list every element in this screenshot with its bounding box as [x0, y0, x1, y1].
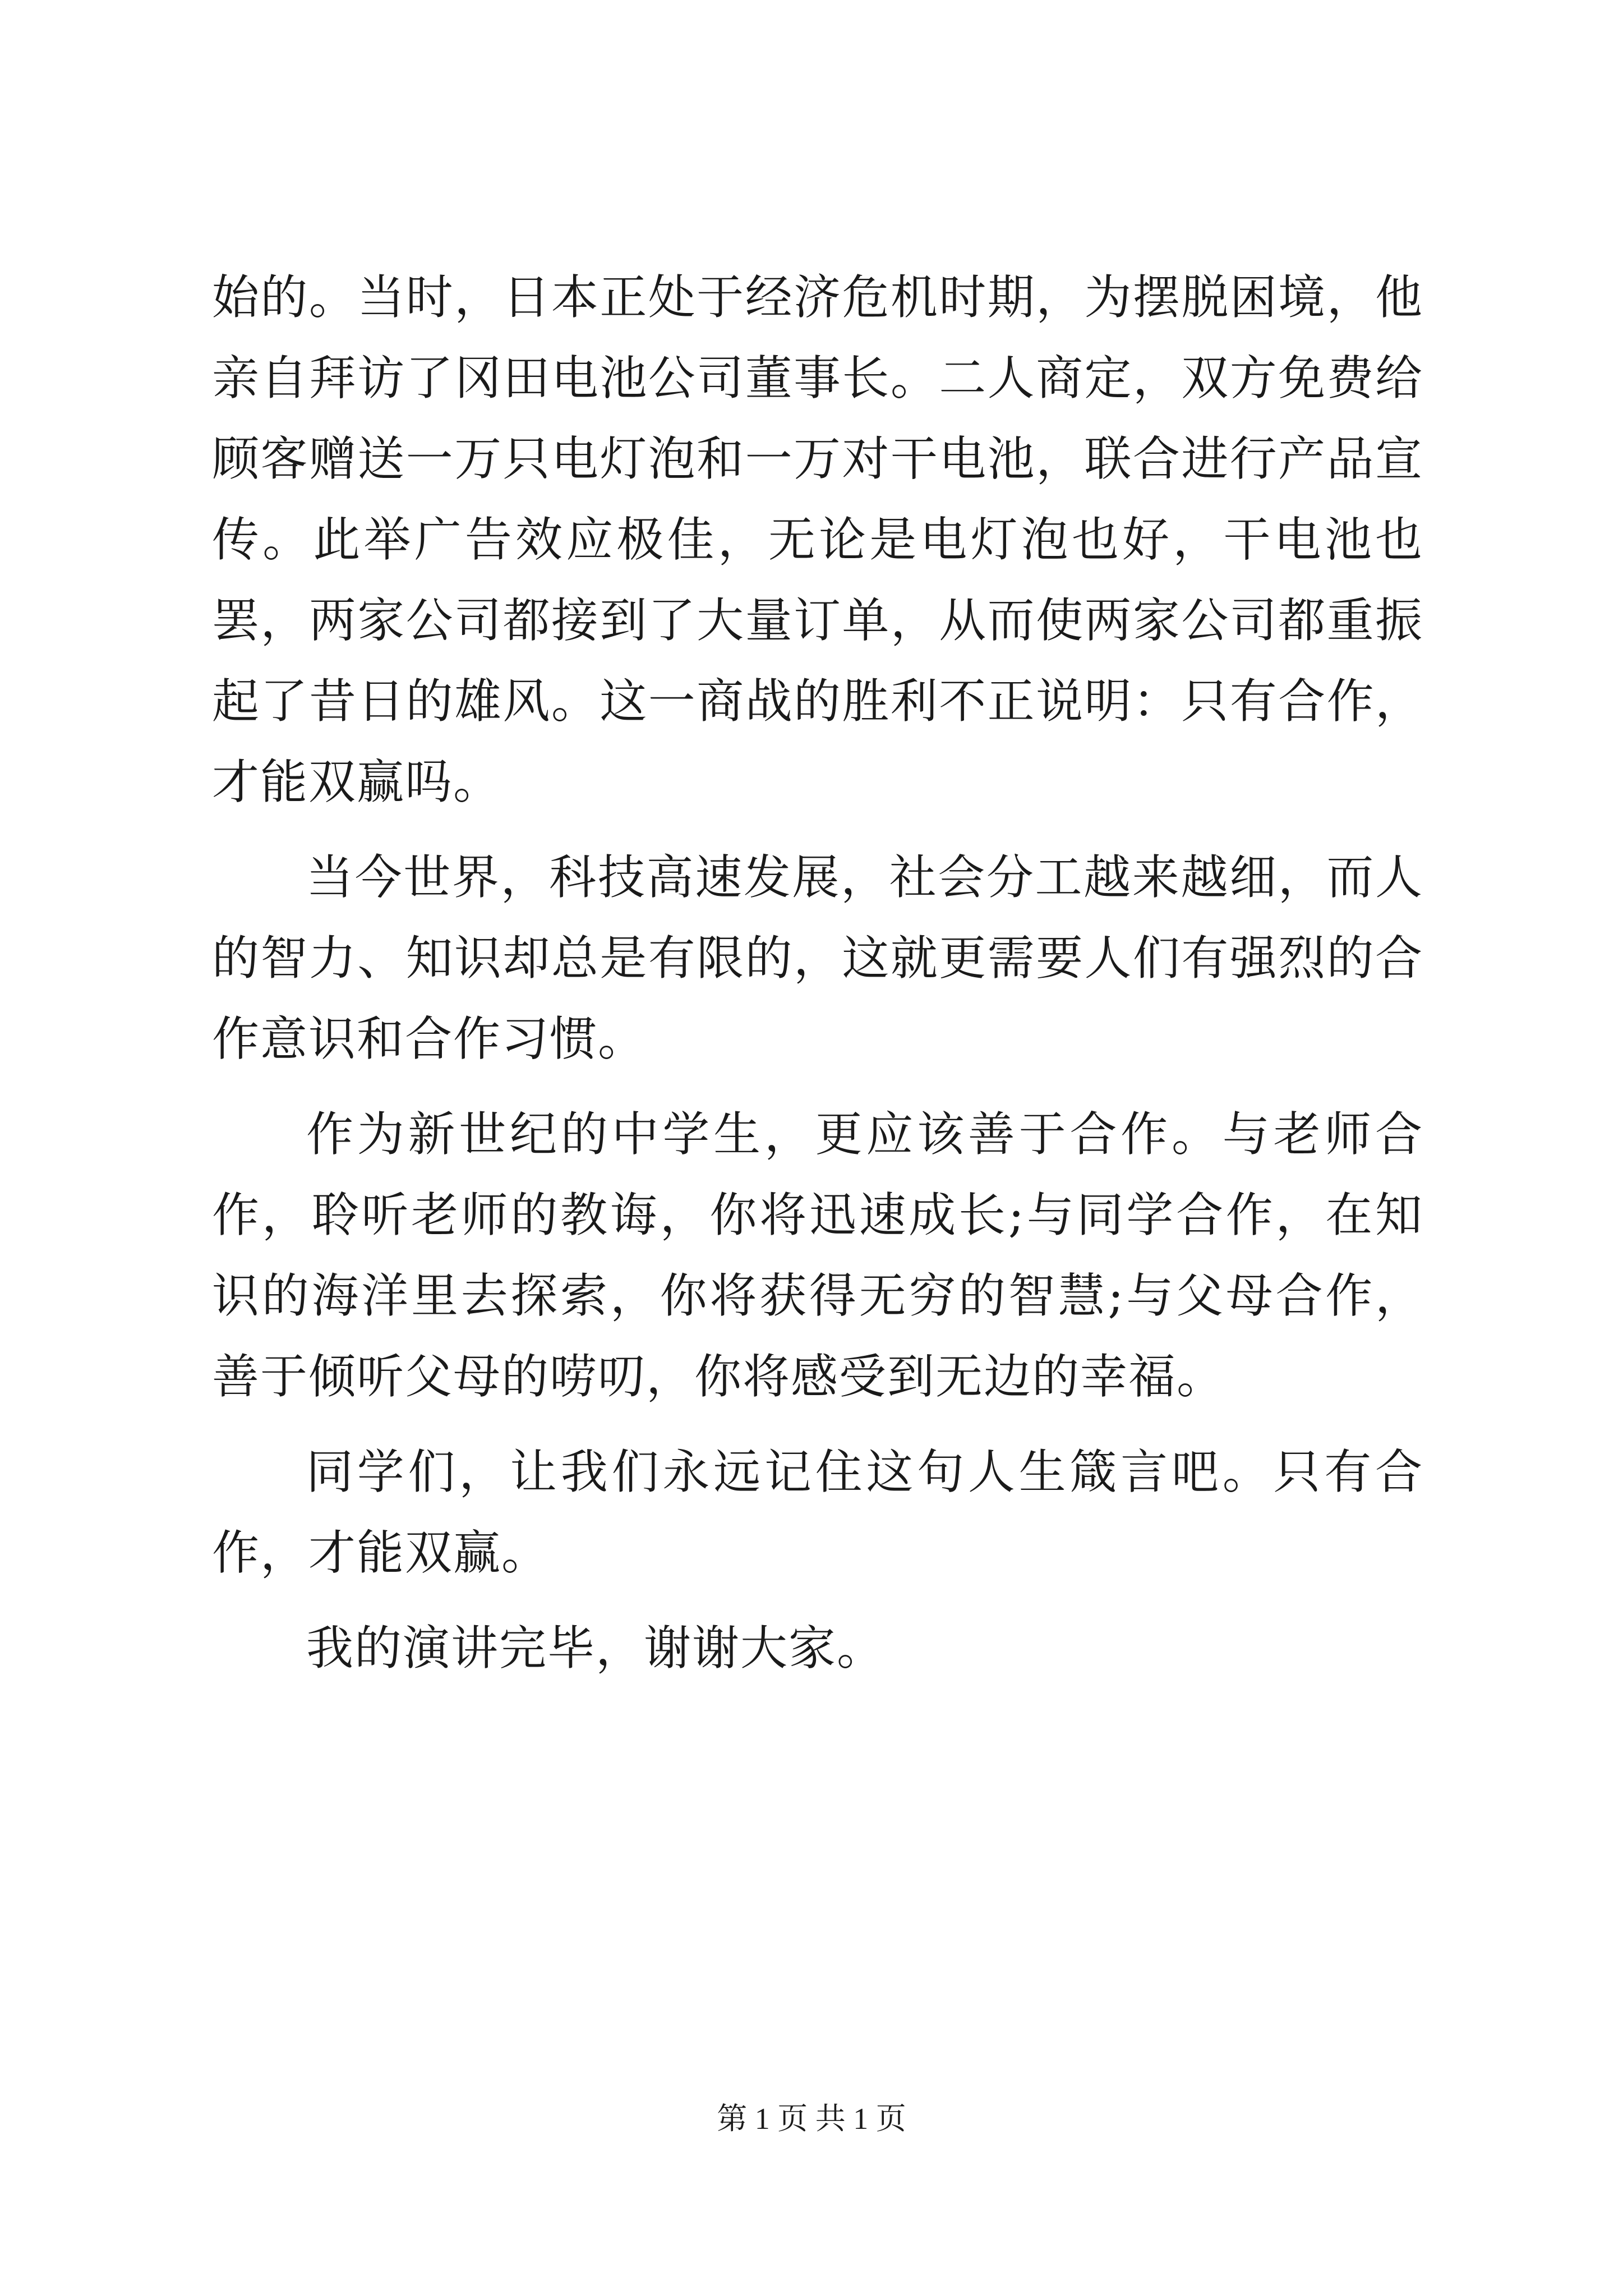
paragraph-5: 我的演讲完毕，谢谢大家。	[306, 1621, 886, 1676]
paragraph-2: 当今世界，科技高速发展，社会分工越来越细，而人的智力、知识却总是有限的，这就更需要人们有强烈的合作意识和合作习惯。	[212, 850, 1423, 1066]
page-number-footer: 第 1 页 共 1 页	[717, 2102, 906, 2136]
document-body	[212, 257, 1423, 1703]
paragraph-3: 作为新世纪的中学生，更应该善于合作。与老师合作，聆听老师的教诲，你将迅速成长;与同学合作，在知识的海洋里去探索，你将获得无穷的智慧;与父母合作，善于倾听父母的唠叨，你将感受到无边的幸福。	[212, 1107, 1423, 1404]
paragraph-4: 同学们，让我们永远记住这句人生箴言吧。只有合作，才能双赢。	[212, 1444, 1423, 1580]
paragraph-1: 始的。当时，日本正处于经济危机时期，为摆脱困境，他亲自拜访了冈田电池公司董事长。二人商定，双方免费给顾客赠送一万只电灯泡和一万对干电池，联合进行产品宣传。此举广告效应极佳，无论是电灯泡也好，干电池也罢，两家公司都接到了大量订单，从而使两家公司都重振起了昔日的雄风。这一商战的胜利不正说明：只有合作，才能双赢吗。	[212, 270, 1423, 809]
